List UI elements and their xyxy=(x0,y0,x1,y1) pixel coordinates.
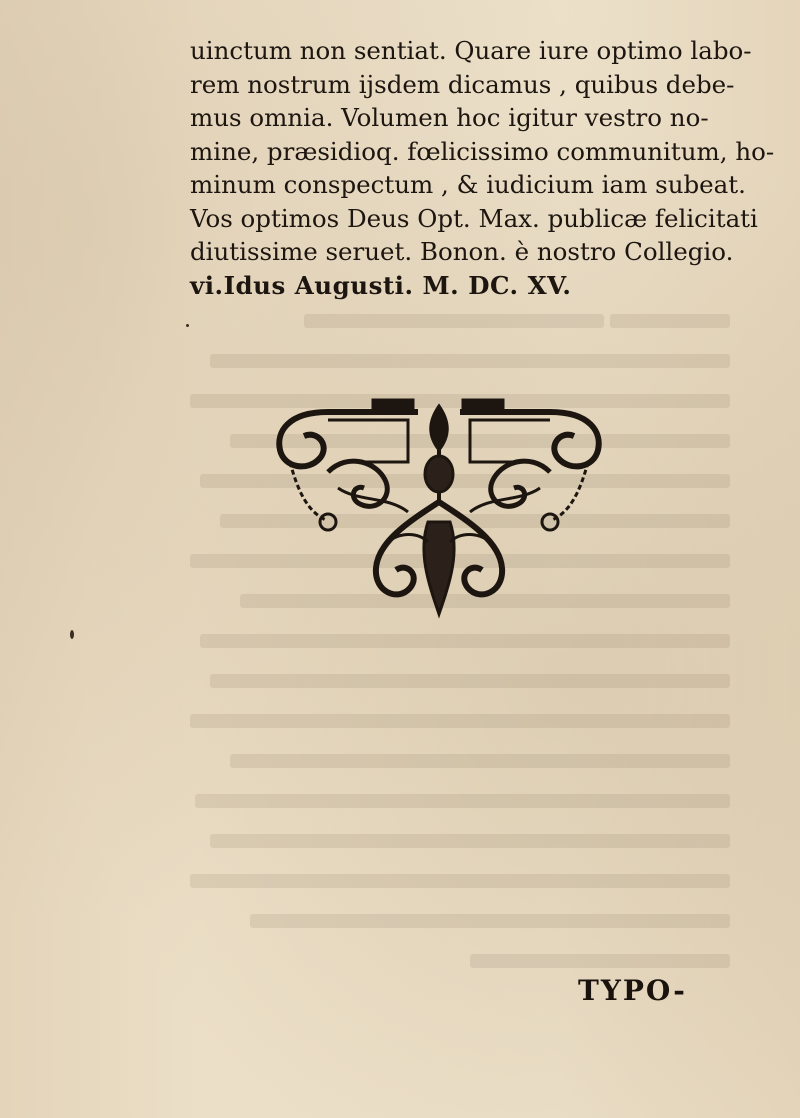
text-line: mine, præsidioq. fœlicissimo communitum, ho- xyxy=(190,136,775,166)
ink-speck xyxy=(70,630,74,639)
text-line: uinctum non sentiat. Quare iure optimo labo- xyxy=(190,36,752,65)
dedication-text xyxy=(190,34,775,302)
ink-speck xyxy=(186,324,189,327)
text-line: rem nostrum ijsdem dicamus , quibus debe- xyxy=(190,69,735,99)
headpiece-ornament-icon xyxy=(268,392,610,622)
text-line: Vos optimos Deus Opt. Max. publicæ felicitati xyxy=(190,203,758,233)
catchword: TYPO- xyxy=(578,974,687,1007)
text-line: minum conspectum , & iudicium iam subeat. xyxy=(190,170,746,199)
text-line: mus omnia. Volumen hoc igitur vestro no- xyxy=(190,103,709,132)
date-line: vi.Idus Augusti. M. DC. XV. xyxy=(190,270,572,300)
text-line: diutissime seruet. Bonon. è nostro Collegio. xyxy=(190,237,734,266)
